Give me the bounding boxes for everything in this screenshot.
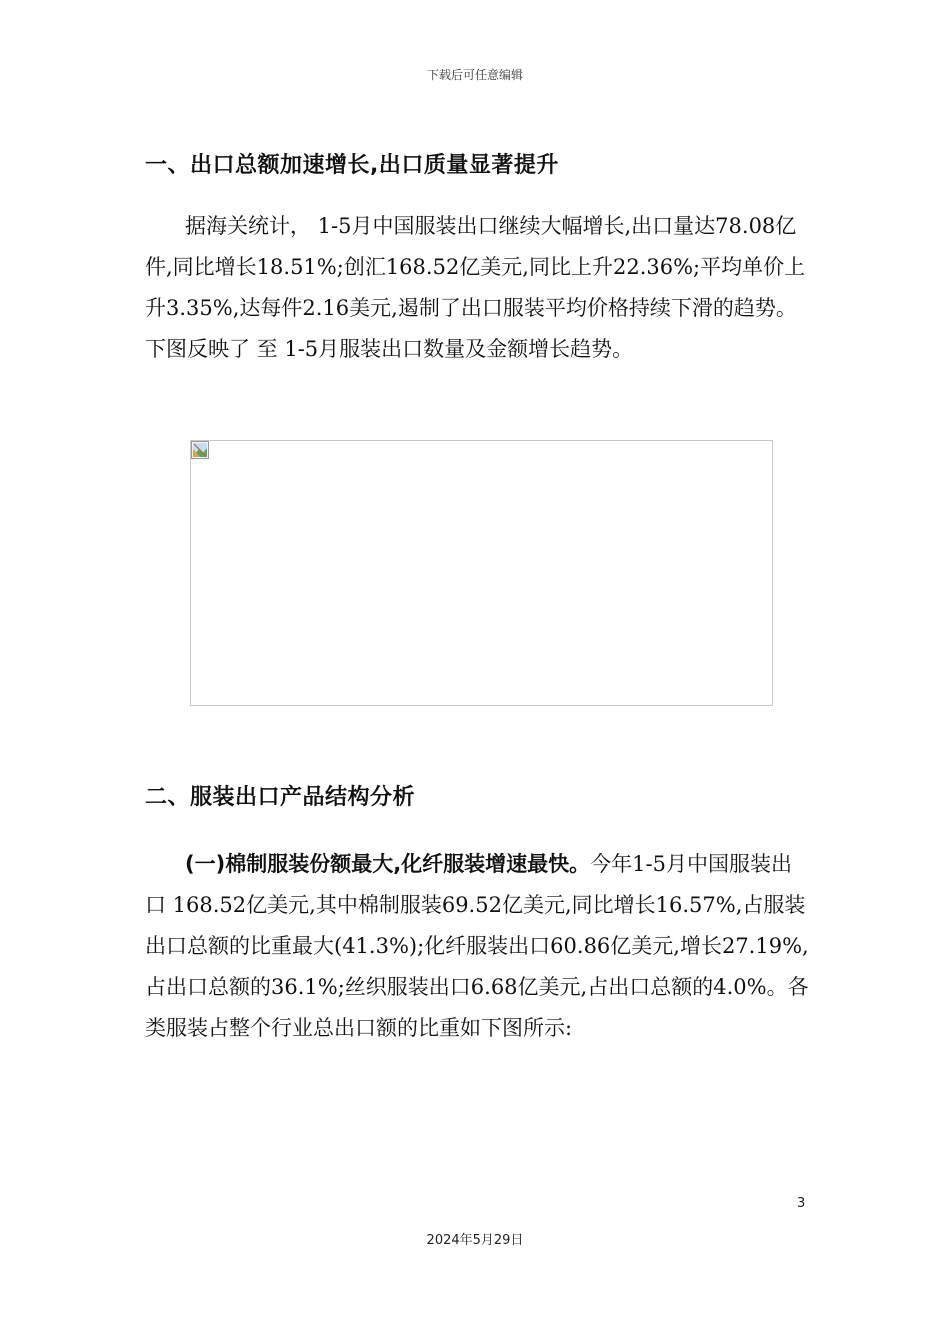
header-note: 下载后可任意编辑 — [426, 68, 523, 82]
section-paragraph-export-stats: 据海关统计， 1-5月中国服装出口继续大幅增长,出口量达78.08亿件,同比增长18.51%;创汇168.52亿美元,同比上升22.36%;平均单价上升3.35%,达每件2.16美元,遏制了出口服装平均价格持续下滑的趋势。下图反映了 至 1-5月服装出口数量及金额增长趋势。 — [145, 214, 806, 361]
page-number: 3 — [797, 1196, 806, 1211]
section-heading-export-growth: 一、出口总额加速增长,出口质量显著提升 — [145, 153, 559, 178]
broken-image-icon — [191, 441, 209, 459]
paragraph-body: 今年1-5月中国服装出口 168.52亿美元,其中棉制服装69.52亿美元,同比增长16.57%,占服装出口总额的比重最大(41.3%);化纤服装出口60.86亿美元,增长27.19%,占出口总额的36.1%;丝织服装出口6.68亿美元,占出口总额的4.0%。各类服装占整个行业总出口额的比重如下图所示: — [145, 852, 809, 1040]
figure-placeholder — [190, 440, 773, 706]
section-heading-product-structure: 二、服装出口产品结构分析 — [145, 785, 416, 810]
paragraph-lead: (一)棉制服装份额最大,化纤服装增速最快。 — [185, 852, 591, 876]
section-paragraph-product-structure — [145, 844, 810, 1049]
footer-date: 2024年5月29日 — [426, 1233, 524, 1248]
